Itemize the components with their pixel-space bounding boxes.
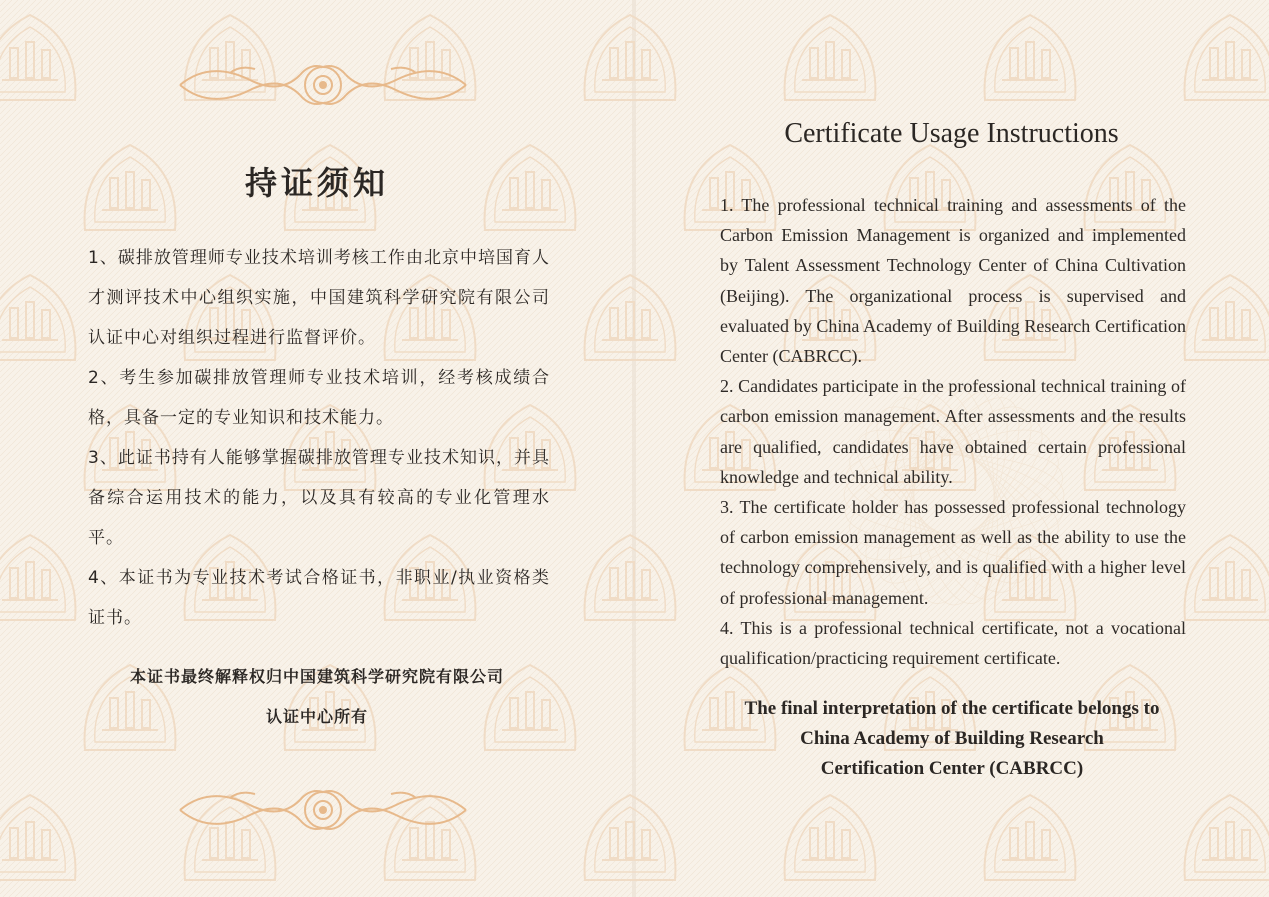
bottom-ornament-left	[170, 780, 476, 840]
instructions-list-chinese	[88, 238, 550, 638]
page-title-chinese: 持证须知	[244, 164, 389, 202]
final-statement-line: 本证书最终解释权归中国建筑科学研究院有限公司	[129, 667, 504, 686]
right-page-english	[634, 0, 1269, 897]
left-page-chinese	[0, 0, 634, 897]
instruction-item-3: 3、此证书持有人能够掌握碳排放管理专业技术知识，并具备综合运用技术的能力，以及具有较高的专业化管理水平。	[88, 448, 550, 548]
instruction-item-4: 4. This is a professional technical certificate, not a vocational qualification/practicing requirement certificate.	[720, 617, 1186, 669]
instruction-item-3: 3. The certificate holder has possessed professional technology of carbon emission management as well as the ability to use the technology comprehensively, and is qualified with a higher level of professional management.	[720, 497, 1186, 608]
final-statement-line: Certification Center (CABRCC)	[820, 758, 1084, 779]
top-ornament-left	[170, 55, 476, 115]
final-statement-chinese	[70, 657, 564, 737]
instruction-item-1: 1. The professional technical training and assessments of the Carbon Emission Management is organized and implemented by Talent Assessment Technology Center of China Cultivation (Beijing). The organizational process is supervised and evaluated by China Academy of Building Research Certification Center (CABRCC).	[720, 195, 1186, 367]
final-statement-line: 认证中心所有	[265, 707, 368, 726]
final-statement-line: China Academy of Building Research	[800, 728, 1104, 749]
instruction-item-2: 2. Candidates participate in the professional technical training of carbon emission management. After assessments and the results are qualified, candidates have obtained certain professional knowledge and technical ability.	[720, 376, 1186, 487]
instruction-item-2: 2、考生参加碳排放管理师专业技术培训，经考核成绩合格，具备一定的专业知识和技术能力。	[88, 368, 550, 428]
page-title-english: Certificate Usage Instructions	[784, 118, 1119, 149]
instruction-item-1: 1、碳排放管理师专业技术培训考核工作由北京中培国育人才测评技术中心组织实施，中国建筑科学研究院有限公司认证中心对组织过程进行监督评价。	[88, 248, 550, 348]
instructions-list-english	[720, 190, 1186, 673]
final-statement-line: The final interpretation of the certificate belongs to	[744, 698, 1160, 719]
instruction-item-4: 4、本证书为专业技术考试合格证书，非职业/执业资格类证书。	[88, 568, 550, 628]
final-statement-english	[694, 694, 1210, 784]
